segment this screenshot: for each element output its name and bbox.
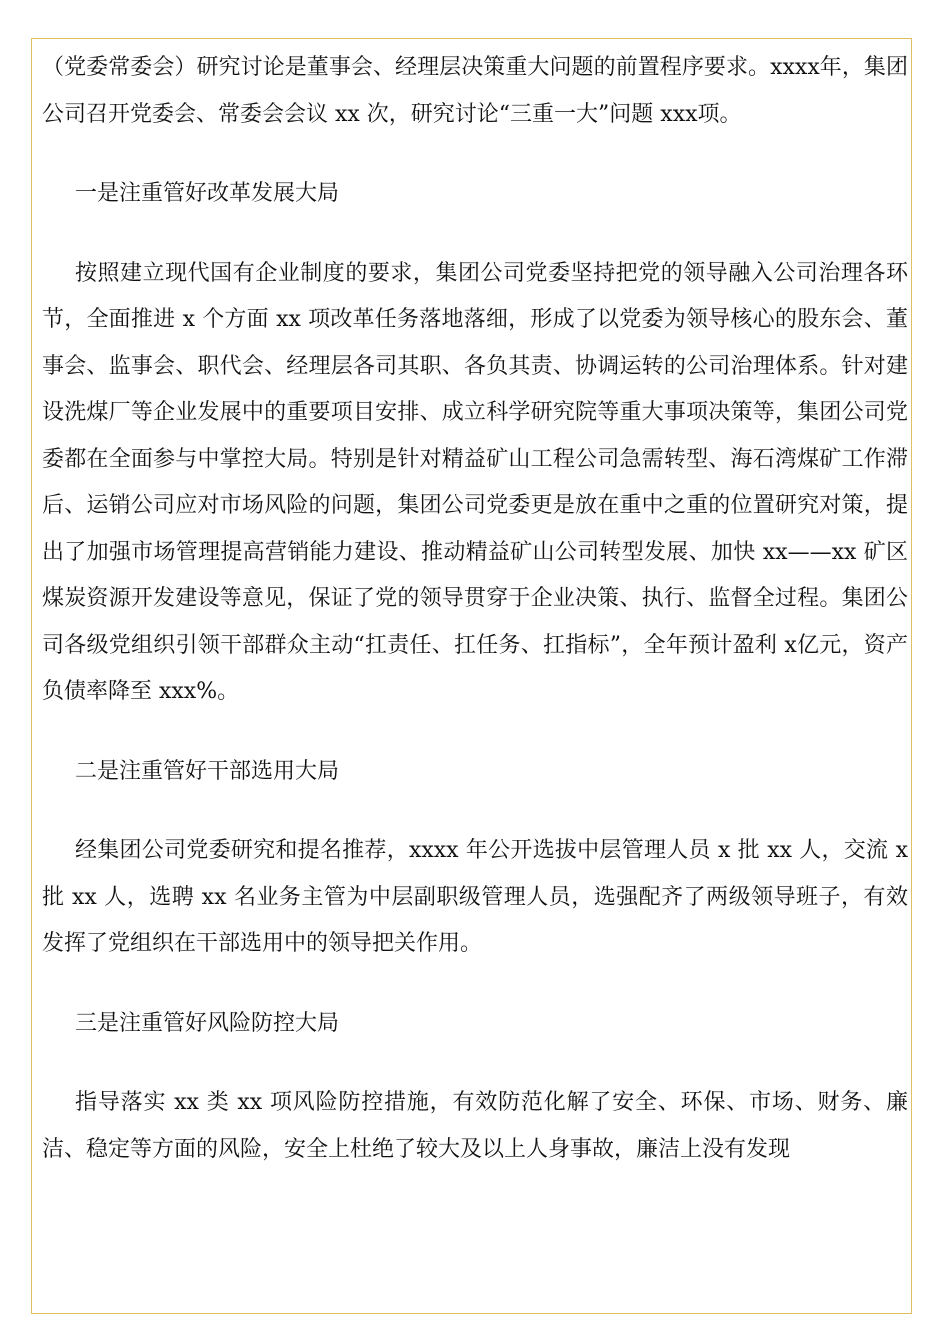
paragraph-intro: （党委常委会）研究讨论是董事会、经理层决策重大问题的前置程序要求。xxxx年，集团公司召开党委会、常委会会议 xx 次，研究讨论“三重一大”问题 xxx项。: [42, 55, 908, 127]
paragraph-gap: [42, 795, 908, 828]
paragraph-risk: 指导落实 xx 类 xx 项风险防控措施，有效防范化解了安全、环保、市场、财务、廉洁、稳定等方面的风险，安全上杜绝了较大及以上人身事故，廉洁上没有发现: [42, 1090, 908, 1162]
paragraph-gap: [42, 716, 908, 749]
section-heading-risk: 三是注重管好风险防控大局: [75, 1010, 340, 1036]
section-heading-cadre: 二是注重管好干部选用大局: [75, 758, 340, 784]
paragraph-reform: 按照建立现代国有企业制度的要求，集团公司党委坚持把党的领导融入公司治理各环节，全面推进 x 个方面 xx 项改革任务落地落细，形成了以党委为领导核心的股东会、董事会、监事会、职代会、经理层各司其职、各负其责、协调运转的公司治理体系。针对建设洗煤厂等企业发展中的重要项目安排、成立科学研究院等重大事项决策等，集团公司党委都在全面参与中掌控大局。特别是针对精益矿山工程公司急需转型、海石湾煤矿工作滞后、运销公司应对市场风险的问题，集团公司党委更是放在重中之重的位置研究对策，提出了加强市场管理提高营销能力建设、推动精益矿山公司转型发展、加快 xx——xx 矿区煤炭资源开发建设等意见，保证了党的领导贯穿于企业决策、执行、监督全过程。集团公司各级党组织引领干部群众主动“扛责任、扛任务、扛指标”，全年预计盈利 x亿元，资产负债率降至 xxx%。: [42, 260, 908, 704]
paragraph-cadre: 经集团公司党委研究和提名推荐，xxxx 年公开选拔中层管理人员 x 批 xx 人，交流 x 批 xx 人，选聘 xx 名业务主管为中层副职级管理人员，选强配齐了两级领导班子，有效发挥了党组织在干部选用中的领导把关作用。: [42, 838, 908, 956]
paragraph-gap: [42, 968, 908, 1001]
document-body: [42, 45, 908, 1173]
section-heading-reform: 一是注重管好改革发展大局: [75, 181, 340, 206]
paragraph-gap: [42, 1047, 908, 1080]
paragraph-gap: [42, 138, 908, 171]
paragraph-gap: [42, 218, 908, 251]
